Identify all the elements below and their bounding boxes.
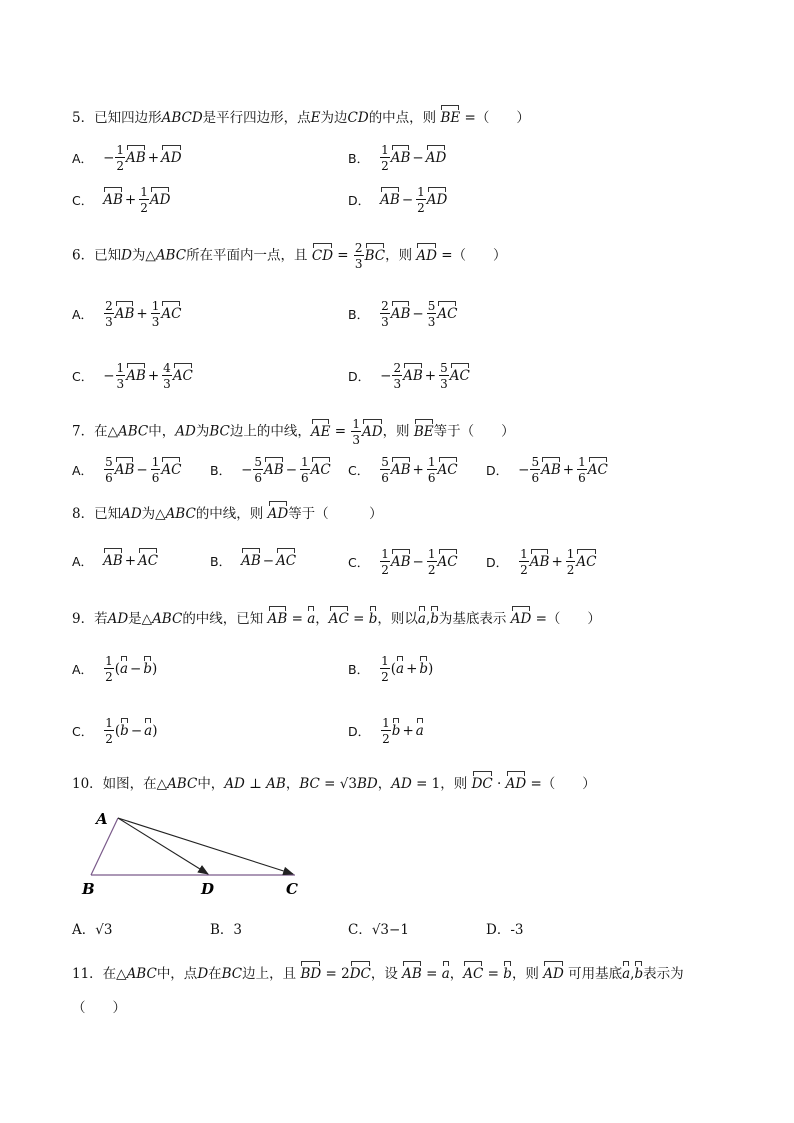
- option-label: D．: [486, 555, 509, 570]
- option-label: B．: [348, 151, 370, 166]
- label-c: C: [286, 880, 298, 898]
- label-d: D: [201, 880, 215, 898]
- option-label: D．: [486, 463, 509, 478]
- option-label: B．: [210, 463, 232, 478]
- option-label: C．: [72, 193, 94, 208]
- q5-option-c[interactable]: C． AB + $\frac{1}{2}$ AD: [72, 185, 171, 215]
- q5-option-b[interactable]: B． $\frac{1}{2}$ AB − AD: [348, 143, 447, 173]
- option-label: C．: [348, 555, 370, 570]
- option-label: A．: [72, 463, 94, 478]
- q8-option-d[interactable]: D． $\frac{1}{2}$ AB + $\frac{1}{2}$ AC: [486, 547, 597, 577]
- q10-option-c[interactable]: C．√3−1: [348, 922, 409, 938]
- q7-option-c[interactable]: C． $\frac{5}{6}$ AB + $\frac{1}{6}$ AC: [348, 455, 458, 485]
- triangle-figure: [80, 808, 320, 898]
- option-label: A．: [72, 662, 94, 677]
- option-label: A．: [72, 307, 94, 322]
- option-label: C．: [72, 724, 94, 739]
- option-label: C．: [72, 369, 94, 384]
- q10-option-b[interactable]: B．3: [210, 922, 243, 938]
- q8-option-c[interactable]: C． $\frac{1}{2}$ AB − $\frac{1}{2}$ AC: [348, 547, 458, 577]
- question-10: 10．如图，在△ABC中，AD ⊥ AB，BC = √3BD，AD = 1，则 DC · AD =（ ）: [72, 776, 596, 792]
- option-label: A．: [72, 151, 94, 166]
- question-8: 8．已知AD为△ABC的中线，则 AD等于（ ）: [72, 506, 383, 522]
- question-6: 6．已知D为△ABC所在平面内一点，且 CD = $\frac{2}{3}$ BC，则 AD =（ ）: [72, 241, 507, 271]
- label-a: A: [96, 810, 108, 828]
- option-label: D．: [348, 193, 371, 208]
- q9-option-c[interactable]: C． $\frac{1}{2}$ ( b − a ): [72, 716, 158, 746]
- question-7: 7．在△ABC中，AD为BC边上的中线，AE = $\frac{1}{3}$ AD，则 BE等于（ ）: [72, 417, 515, 447]
- q7-option-d[interactable]: D． − $\frac{5}{6}$ AB + $\frac{1}{6}$ AC: [486, 455, 608, 485]
- option-label: B．: [210, 554, 232, 569]
- q9-option-d[interactable]: D． $\frac{1}{2}$ b + a: [348, 716, 424, 746]
- arrow-ac: [118, 818, 293, 874]
- arrow-ad: [118, 818, 208, 874]
- option-label: D．: [348, 724, 371, 739]
- question-11-tail: （ ）: [72, 1000, 126, 1016]
- option-label: B．: [348, 307, 370, 322]
- q7-option-b[interactable]: B． − $\frac{5}{6}$ AB − $\frac{1}{6}$ AC: [210, 455, 331, 485]
- q6-option-b[interactable]: B． $\frac{2}{3}$ AB − $\frac{5}{3}$ AC: [348, 299, 458, 329]
- q10-option-d[interactable]: D．-3: [486, 922, 524, 938]
- q7-option-a[interactable]: A． $\frac{5}{6}$ AB − $\frac{1}{6}$ AC: [72, 455, 182, 485]
- option-label: A．: [72, 554, 94, 569]
- q10-option-a[interactable]: A．√3: [72, 922, 113, 938]
- question-9: 9．若AD是△ABC的中线，已知 AB = a，AC = b，则以a,b为基底表示 AD =（ ）: [72, 611, 601, 627]
- q9-option-b[interactable]: B． $\frac{1}{2}$ ( a + b ): [348, 654, 434, 684]
- q5-option-a[interactable]: A． − $\frac{1}{2}$ AB + AD: [72, 143, 182, 173]
- q6-option-d[interactable]: D． − $\frac{2}{3}$ AB + $\frac{5}{3}$ AC: [348, 361, 470, 391]
- option-label: C．: [348, 463, 370, 478]
- option-label: B．: [348, 662, 370, 677]
- q6-option-a[interactable]: A． $\frac{2}{3}$ AB + $\frac{1}{3}$ AC: [72, 299, 182, 329]
- q8-option-b[interactable]: B． AB − AC: [210, 553, 297, 569]
- label-b: B: [82, 880, 95, 898]
- q9-option-a[interactable]: A． $\frac{1}{2}$ ( a − b ): [72, 654, 158, 684]
- q5-option-d[interactable]: D． AB − $\frac{1}{2}$ AD: [348, 185, 448, 215]
- q6-option-c[interactable]: C． − $\frac{1}{3}$ AB + $\frac{4}{3}$ AC: [72, 361, 193, 391]
- question-5: 5．已知四边形ABCD是平行四边形，点E为边CD的中点，则 BE =（ ）: [72, 110, 530, 126]
- option-label: D．: [348, 369, 371, 384]
- question-11: 11．在△ABC中，点D在BC边上，且 BD = 2DC，设 AB = a，AC = b，则 AD 可用基底a,b表示为: [72, 966, 684, 982]
- q8-option-a[interactable]: A． AB + AC: [72, 553, 159, 569]
